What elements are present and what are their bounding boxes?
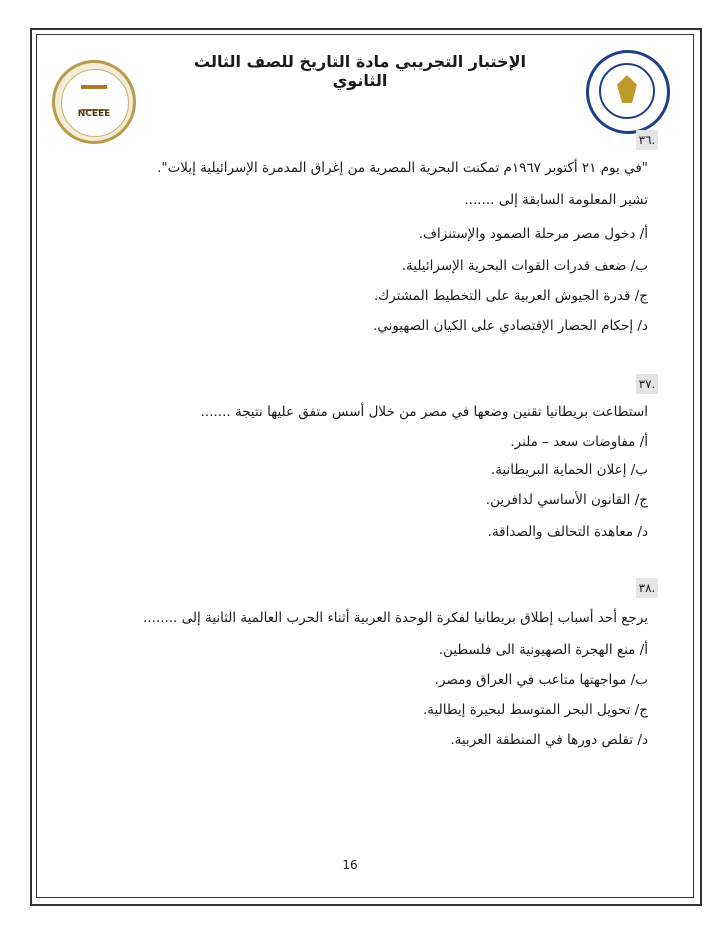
answer-option: أ/ دخول مصر مرحلة الصمود والإستنزاف. — [418, 226, 648, 242]
answer-option: ج/ قدرة الجيوش العربية على التخطيط المشترك. — [373, 288, 648, 304]
question-number: ٣٧. — [636, 374, 658, 394]
ministry-logo — [586, 50, 670, 134]
answer-option: ب/ ضعف قدرات القوات البحرية الإسرائيلية. — [401, 258, 648, 274]
answer-option: ج/ تحويل البحر المتوسط لبحيرة إيطالية. — [423, 702, 648, 718]
answer-option: د/ تقلص دورها في المنطقة العربية. — [450, 732, 648, 748]
question-prompt: استطاعت بريطانيا تقنين وضعها في مصر من خلال أسس متفق عليها نتيجة ....... — [200, 404, 648, 420]
question-prompt: يرجع أحد أسباب إطلاق بريطانيا لفكرة الوحدة العربية أثناء الحرب العالمية الثانية إلى ........ — [142, 610, 648, 626]
answer-option: ج/ القانون الأساسي لدافرين. — [485, 492, 648, 508]
nceee-logo-text: NCEEE — [77, 109, 111, 119]
answer-option: ب/ إعلان الحماية البريطانية. — [490, 462, 648, 478]
question-number: ٣٨. — [636, 578, 658, 598]
nceee-logo — [52, 60, 136, 144]
answer-option: د/ معاهدة التحالف والصداقة. — [487, 524, 648, 540]
answer-option: أ/ منع الهجرة الصهيونية الى فلسطين. — [438, 642, 648, 658]
page-title: الإختبار التجريبي مادة التاريخ للصف الثالث الثانوي — [194, 52, 526, 90]
question-prompt: تشير المعلومة السابقة إلى ....... — [464, 192, 648, 208]
page-number: 16 — [342, 858, 358, 872]
answer-option: أ/ مفاوضات سعد – ملنر. — [510, 434, 648, 450]
answer-option: د/ إحكام الحصار الإقتصادي على الكيان الصهيوني. — [373, 318, 648, 334]
question-prompt: "في يوم ٢١ أكتوبر ١٩٦٧م تمكنت البحرية المصرية من إغراق المدمرة الإسرائيلية إيلات". — [157, 160, 648, 176]
question-number: ٣٦. — [636, 130, 658, 150]
answer-option: ب/ مواجهتها متاعب في العراق ومصر. — [434, 672, 648, 688]
